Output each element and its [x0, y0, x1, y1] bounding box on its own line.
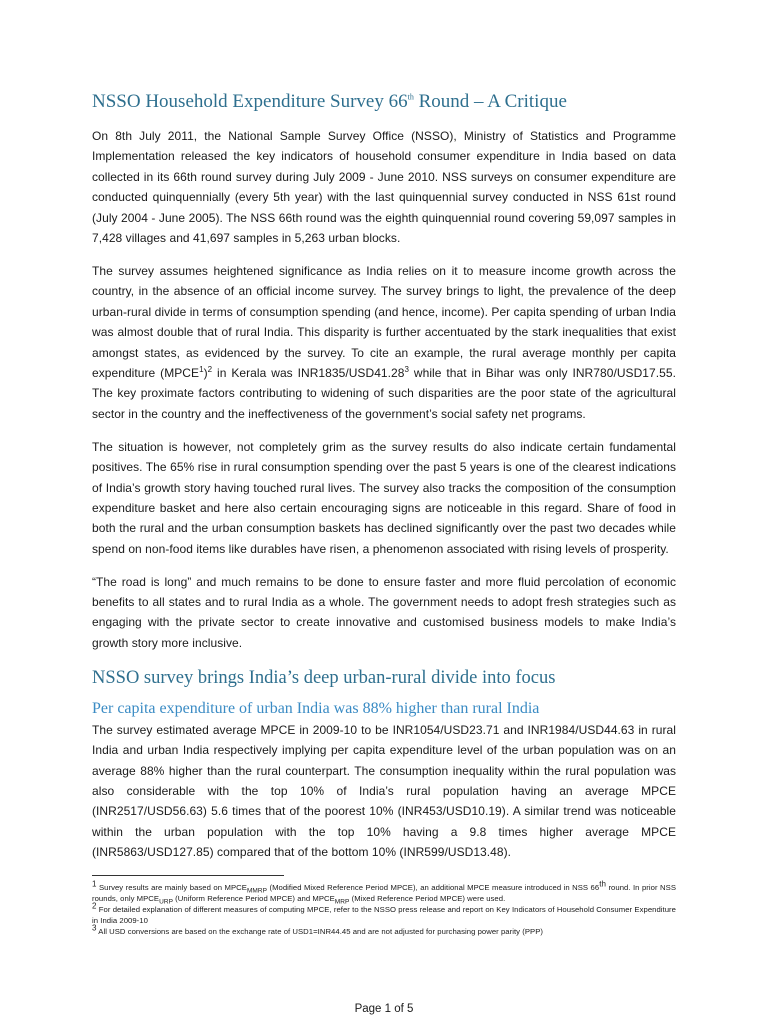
footnote-ref-3[interactable]: 3 [404, 364, 409, 374]
mpce-paragraph: The survey estimated average MPCE in 2009-10 to be INR1054/USD23.71 and INR1984/USD44.63 in rural India and urban India respectively implying per capita expenditure level of the urban population was on an average 88% higher than the rural counterpart. The consumption inequality within the rural population was also considerable with the top 10% of India’s rural population having an average MPCE (INR2517/USD56.63) 5.6 times that of the poorest 10% (INR453/USD10.19). A similar trend was noticeable within the urban population with the top 10% having a 9.8 times higher average MPCE (INR5863/USD127.85) compared that of the bottom 10% (INR599/USD13.48). [92, 722, 676, 860]
intro-paragraph: On 8th July 2011, the National Sample Survey Office (NSSO), Ministry of Statistics and Programme Implementation released the key indicators of household consumer expenditure in India based on data collected in its 66th round survey during July 2009 - June 2010. NSS surveys on consumer expenditure are conducted quinquennially (every 5th year) with the last quinquennial survey conducted in NSS 61st round (July 2004 - June 2005). The NSS 66th round was the eighth quinquennial round covering 59,097 samples in 7,428 villages and 41,697 samples in 5,263 urban blocks. [92, 129, 676, 246]
footnote-2: $^2$ For detailed explanation of different measures of computing MPCE, refer to the NSSO press release and report on Key Indicators of Household Consumer Expenditure in India 2009-10 [92, 901, 676, 926]
page-content [92, 90, 676, 937]
subsection-heading: Per capita expenditure of urban India was 88% higher than rural India [92, 699, 540, 717]
section-heading: NSSO survey brings India’s deep urban-rural divide into focus [92, 667, 556, 688]
footnote-ref-2[interactable]: 2 [207, 364, 213, 374]
document-title: NSSO Household Expenditure Survey 66th Round – A Critique [92, 91, 567, 112]
footnote-ref-1[interactable]: 1 [199, 364, 204, 374]
page-number: Page 1 of 5 [354, 1003, 414, 1015]
significance-paragraph: The survey assumes heightened significance as India relies on it to measure income growth across the country, in the absence of an official income survey. The survey brings to light, the prevalence of the deep urban-rural divide in terms of consumption spending (and hence, income). Per capita spending of urban India was almost double that of rural India. This disparity is further accentuated by the stark inequalities that exist amongst states, as evidenced by the survey. To cite an example, the rural average monthly per capita expenditure (MPCE$^1$)$^2$ in Kerala was INR1835/USD41.28$^3$ while that in Bihar was only INR780/USD17.55. The key proximate factors contributing to widening of such disparities are the poor state of the agricultural sector in the country and the ineffectiveness of the government’s social safety net programs. [92, 263, 676, 421]
footnote-1: $^1$ Survey results are mainly based on $MPCE_{MMRP}$ (Modified Mixed Reference Period MPCE), an additional MPCE measure introduced in NSS 66th round. In prior NSS rounds, only $MPCE_{URP}$ (Uniform Reference Period MPCE) and $MPCE_{MRP}$ (Mixed Reference Period MPCE) were used. [92, 879, 676, 906]
footnote-3: $^3$ All USD conversions are based on the exchange rate of USD1=INR44.45 and are not adjusted for purchasing power parity (PPP) [92, 923, 544, 937]
road-ahead-paragraph: “The road is long” and much remains to be done to ensure faster and more fluid percolation of economic benefits to all states and to rural India as a whole. The government needs to adopt fresh strategies such as engaging with the private sector to create innovative and customised business models to make India’s growth story more inclusive. [92, 574, 676, 650]
footnote-divider [92, 875, 284, 876]
positives-paragraph: The situation is however, not completely grim as the survey results do also indicate certain fundamental positives. The 65% rise in rural consumption spending over the past 5 years is one of the clearest indications of India’s growth story having touched rural lives. The survey also tracks the composition of the consumption expenditure basket and here also certain encouraging signs are noticeable in this regard. Share of food in both the rural and the urban consumption baskets has declined significantly over the past two decades while spend on non-food items like durables have risen, a phenomenon associated with rising levels of prosperity. [92, 439, 676, 556]
